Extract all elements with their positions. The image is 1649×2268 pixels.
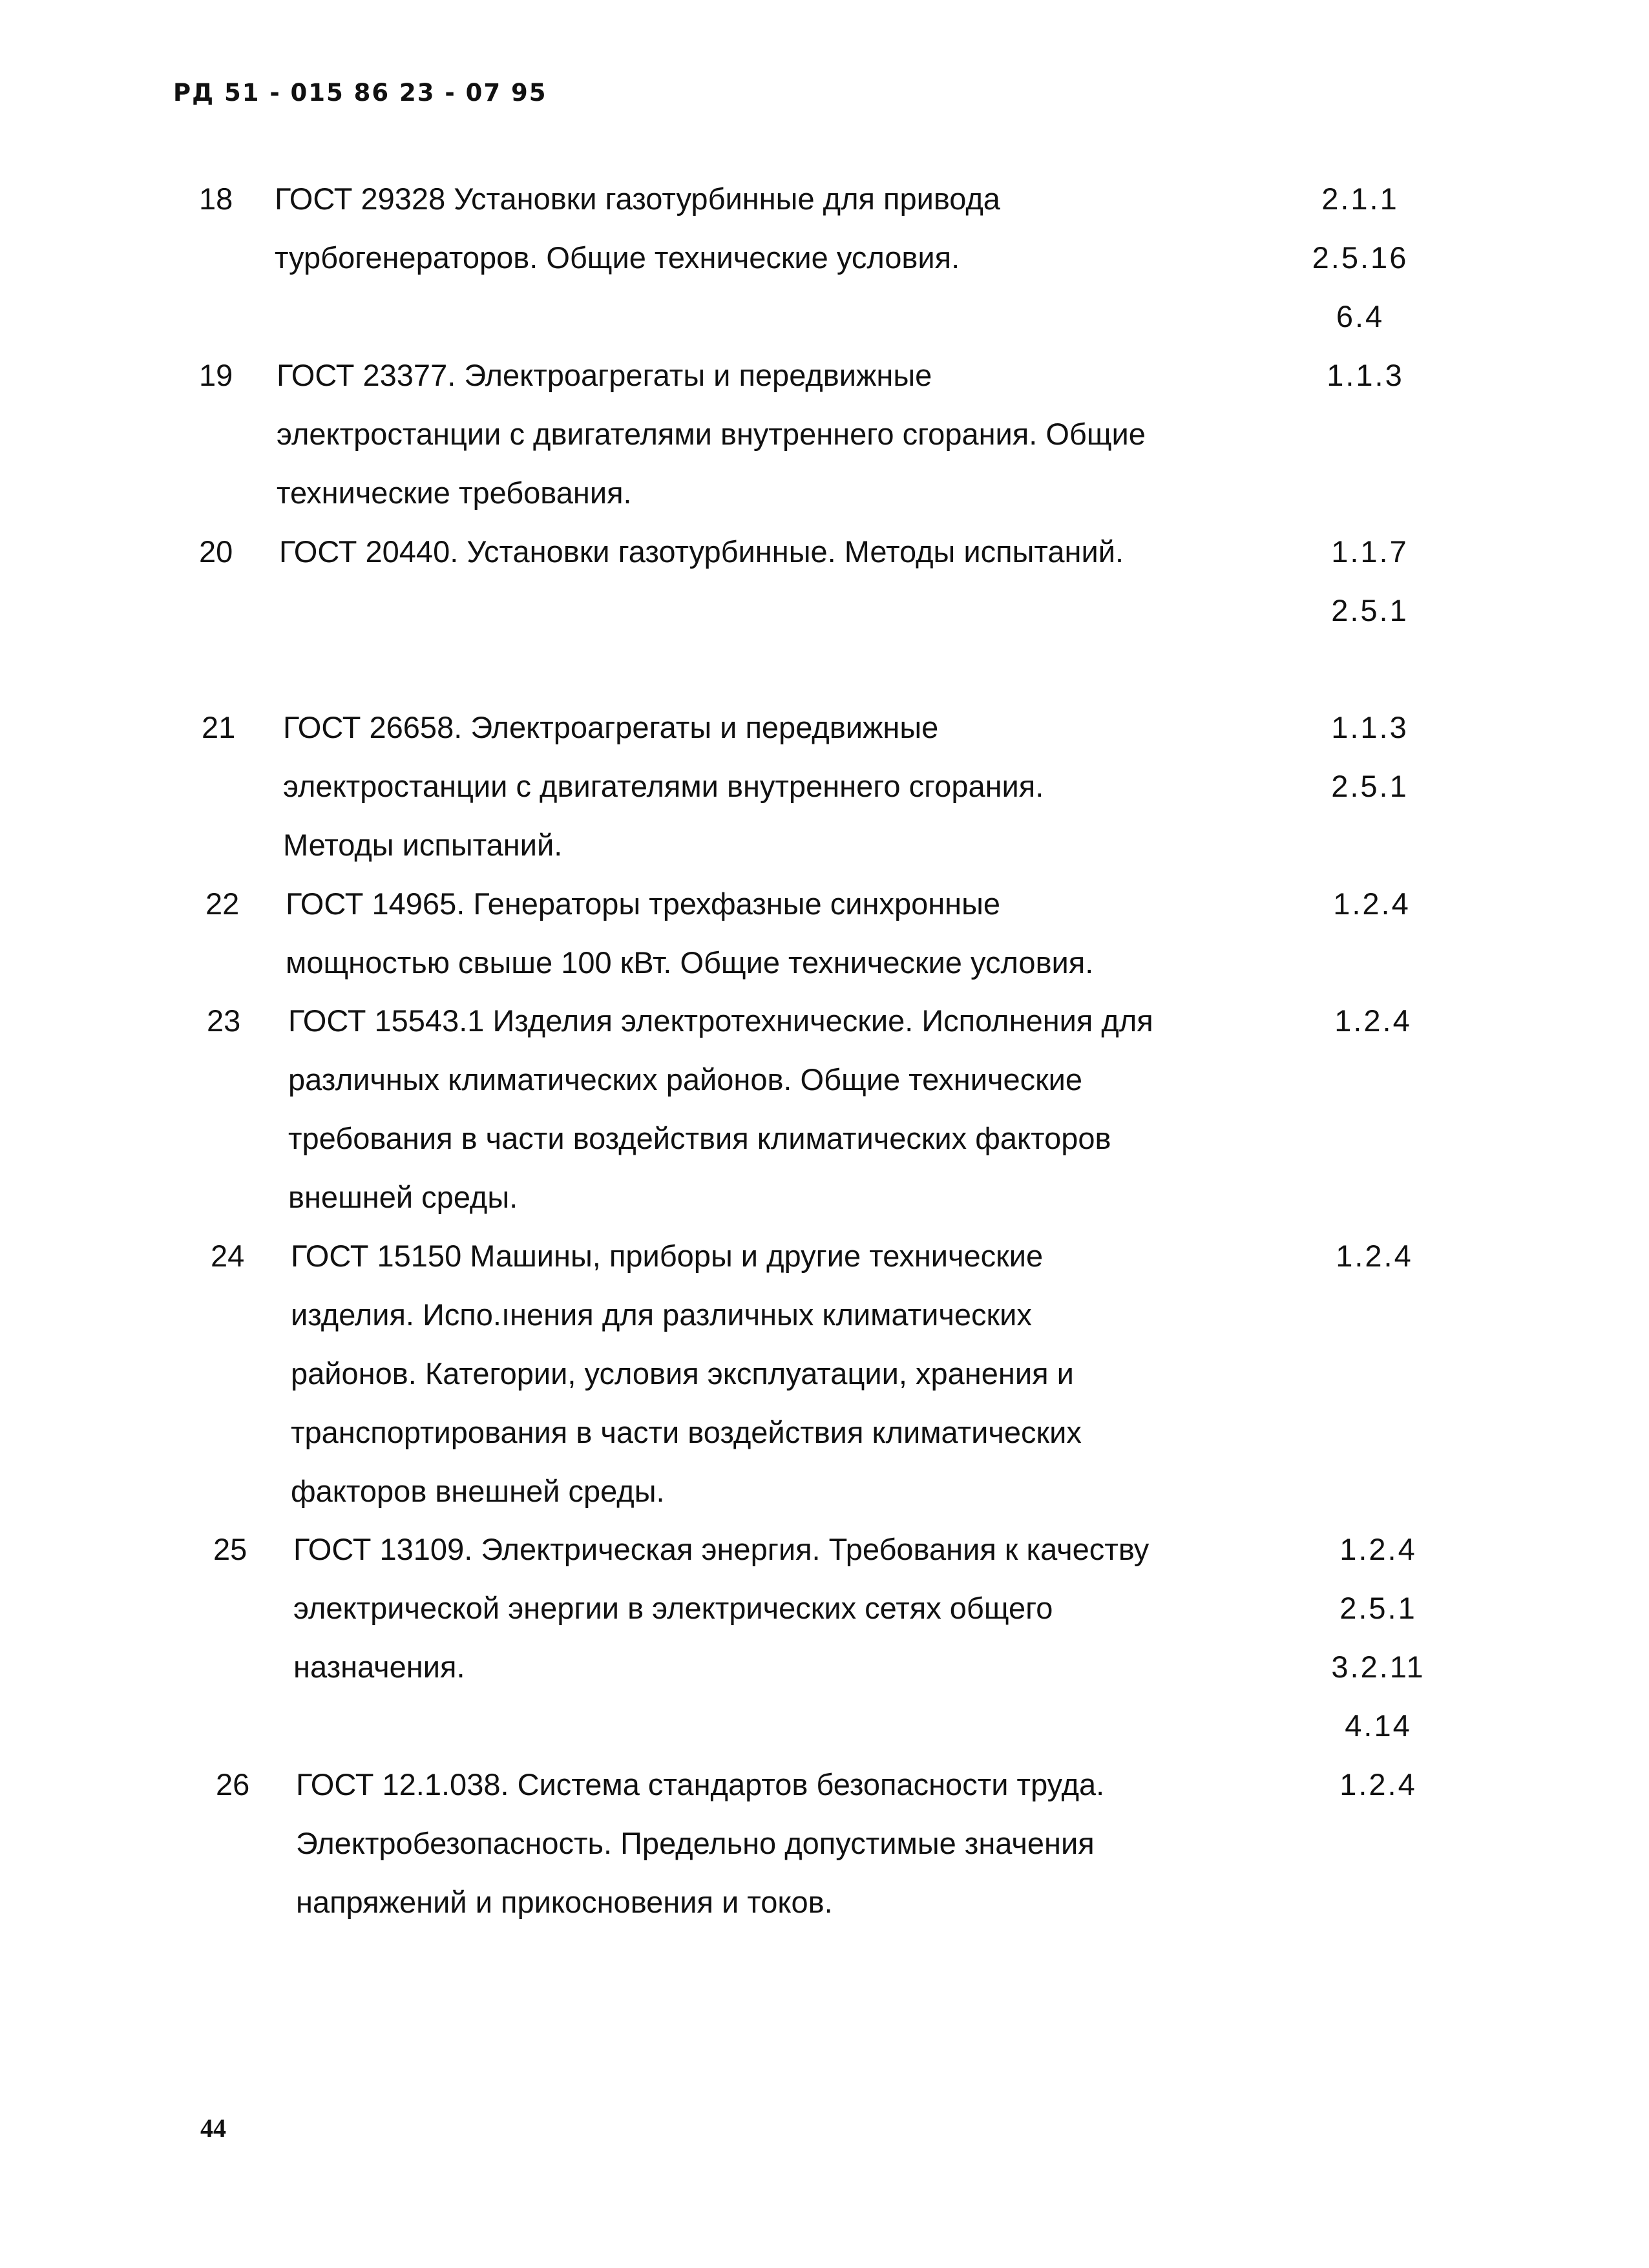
entry-title-line: напряжений и прикосновения и токов.: [296, 1885, 833, 1919]
entry-title-line: изделия. Испо.ıнения для различных климатических: [291, 1297, 1032, 1332]
entry-clauses: [1304, 1755, 1453, 1814]
clause-ref: 1.2.4: [1334, 1003, 1412, 1038]
entry-title: [296, 1755, 1104, 1931]
entry-title-line: ГОСТ 13109. Электрическая энергия. Требования к качеству: [293, 1532, 1150, 1566]
clause-ref: 2.5.1: [1339, 1591, 1417, 1625]
entry-title: [279, 522, 1124, 581]
entry-number: 23: [207, 1003, 241, 1038]
entry-title: [288, 991, 1153, 1226]
clause-ref: 1.2.4: [1333, 887, 1411, 921]
entry-title-line: турбогенераторов. Общие технические условия.: [275, 240, 960, 275]
entry-title-line: ГОСТ 26658. Электроагрегаты и передвижные: [283, 710, 939, 744]
entry-title-line: ГОСТ 15543.1 Изделия электротехнические. Исполнения для: [288, 1003, 1153, 1038]
clause-ref: 2.5.16: [1312, 240, 1409, 275]
entry-title-line: ГОСТ 23377. Электроагрегаты и передвижные: [277, 358, 932, 392]
entry-clauses: [1296, 698, 1444, 815]
entry-title-line: Электробезопасность. Предельно допустимые значения: [296, 1826, 1095, 1860]
entry-clauses: [1286, 169, 1434, 346]
entry-title-line: требования в части воздействия климатических факторов: [288, 1121, 1111, 1155]
entry-title: [275, 169, 1000, 287]
clause-ref: 3.2.11: [1331, 1650, 1425, 1684]
entry-title-line: электростанции с двигателями внутреннего сгорания. Общие: [277, 417, 1146, 451]
entry-title-line: внешней среды.: [288, 1180, 518, 1214]
entry-clauses: [1299, 991, 1447, 1050]
entry-title: [277, 346, 1146, 522]
clause-ref: 4.14: [1345, 1708, 1412, 1743]
entry-title-line: электрической энергии в электрических сетях общего: [293, 1591, 1053, 1625]
clause-ref: 1.2.4: [1339, 1767, 1417, 1801]
entry-clauses: [1296, 522, 1444, 640]
entry-title-line: мощностью свыше 100 кВт. Общие технические условия.: [286, 945, 1094, 980]
entry-title-line: ГОСТ 15150 Машины, приборы и другие технические: [291, 1239, 1044, 1273]
document-header: РД 51 - 015 86 23 - 07 95: [173, 79, 547, 107]
entry-number: 21: [202, 710, 236, 744]
entry-title: [291, 1226, 1082, 1520]
entry-number: 19: [199, 358, 233, 392]
entry-title-line: назначения.: [293, 1650, 465, 1684]
entry-number: 18: [199, 182, 233, 216]
clause-ref: 6.4: [1336, 299, 1385, 333]
entry-title-line: ГОСТ 29328 Установки газотурбинные для привода: [275, 182, 1000, 216]
entry-title-line: ГОСТ 12.1.038. Система стандартов безопасности труда.: [296, 1767, 1105, 1801]
clause-ref: 1.2.4: [1339, 1532, 1417, 1566]
entry-title-line: электростанции с двигателями внутреннего сгорания.: [283, 769, 1044, 803]
entry-clauses: [1297, 874, 1446, 933]
clause-ref: 2.5.1: [1331, 593, 1409, 627]
entry-number: 20: [199, 534, 233, 569]
entry-title-line: Методы испытаний.: [283, 828, 563, 862]
clause-ref: 2.5.1: [1331, 769, 1409, 803]
clause-ref: 1.2.4: [1336, 1239, 1413, 1273]
entry-title: [293, 1520, 1149, 1696]
entry-number: 24: [211, 1239, 245, 1273]
entry-title-line: районов. Категории, условия эксплуатации, хранения и: [291, 1356, 1074, 1391]
entry-number: 22: [205, 887, 240, 921]
entry-title-line: ГОСТ 14965. Генераторы трехфазные синхронные: [286, 887, 1001, 921]
entry-title-line: факторов внешней среды.: [291, 1474, 665, 1508]
entry-title-line: транспортирования в части воздействия климатических: [291, 1415, 1082, 1449]
clause-ref: 2.1.1: [1321, 182, 1399, 216]
page-number: 44: [200, 2114, 226, 2143]
clause-ref: 1.1.3: [1331, 710, 1409, 744]
entry-clauses: [1304, 1520, 1453, 1755]
entry-title-line: различных климатических районов. Общие технические: [288, 1062, 1083, 1097]
entry-clauses: [1300, 1226, 1449, 1285]
clause-ref: 1.1.3: [1327, 358, 1404, 392]
entry-clauses: [1291, 346, 1440, 404]
clause-ref: 1.1.7: [1331, 534, 1409, 569]
entry-title-line: ГОСТ 20440. Установки газотурбинные. Методы испытаний.: [279, 534, 1124, 569]
entry-number: 26: [216, 1767, 250, 1801]
entry-number: 25: [213, 1532, 247, 1566]
entry-title: [286, 874, 1093, 992]
entry-title: [283, 698, 1044, 874]
entry-title-line: технические требования.: [277, 476, 632, 510]
